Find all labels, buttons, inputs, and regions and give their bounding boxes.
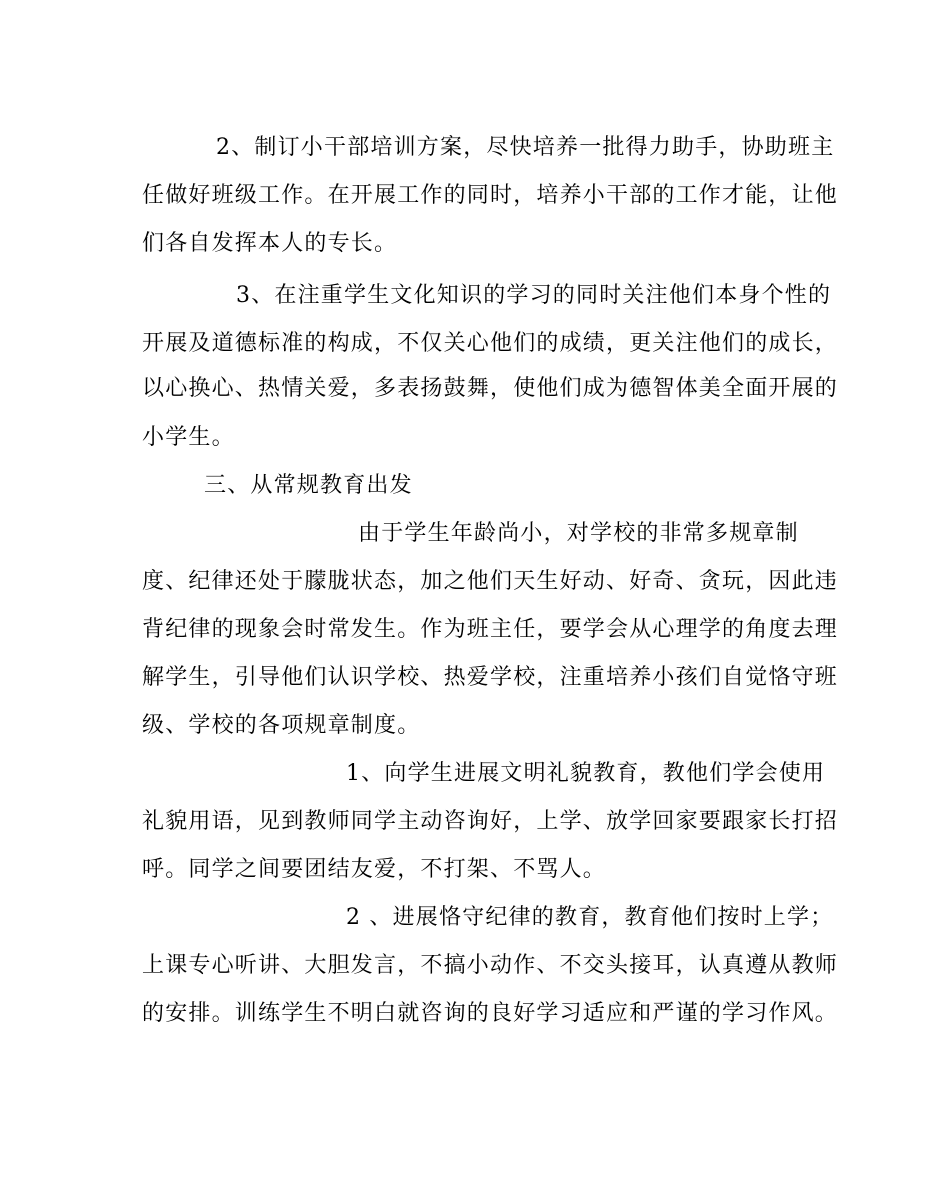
text-line: 背纪律的现象会时常发生。作为班主任，要学会从心理学的角度去理 [142,617,839,642]
text-line: 上课专心听讲、大胆发言，不搞小动作、不交头接耳，认真遵从教师 [142,953,839,978]
text-line: 度、纪律还处于朦胧状态，加之他们天生好动、好奇、贪玩，因此违 [142,569,839,594]
text-line: 们各自发挥本人的专长。 [142,231,398,256]
text-line: 3、在注重学生文化知识的学习的同时关注他们本身个性的 [236,283,832,308]
text-line: 小学生。 [142,425,235,450]
text-line: 2、制订小干部培训方案，尽快培养一批得力助手，协助班主 [216,135,835,160]
text-line: 1、向学生进展文明礼貌教育，教他们学会使用 [346,761,826,786]
text-line: 由于学生年龄尚小，对学校的非常多规章制 [358,521,799,546]
text-line: 礼貌用语，见到教师同学主动咨询好，上学、放学回家要跟家长打招 [142,809,839,834]
text-line: 开展及道德标准的构成，不仅关心他们的成绩，更关注他们的成长， [142,331,839,356]
text-line: 以心换心、热情关爱，多表扬鼓舞，使他们成为德智体美全面开展的 [142,376,839,401]
text-line: 任做好班级工作。在开展工作的同时，培养小干部的工作才能，让他 [142,183,839,208]
text-line: 呼。同学之间要团结友爱，不打架、不骂人。 [142,857,607,882]
text-line: 级、学校的各项规章制度。 [142,713,421,738]
text-line: 的安排。训练学生不明白就咨询的良好学习适应和严谨的学习作风。 [142,1001,839,1026]
text-line: 2 、进展恪守纪律的教育，教育他们按时上学； [346,905,834,930]
section-heading: 三、从常规教育出发 [204,473,413,498]
text-line: 解学生，引导他们认识学校、热爱学校，注重培养小孩们自觉恪守班 [142,665,839,690]
